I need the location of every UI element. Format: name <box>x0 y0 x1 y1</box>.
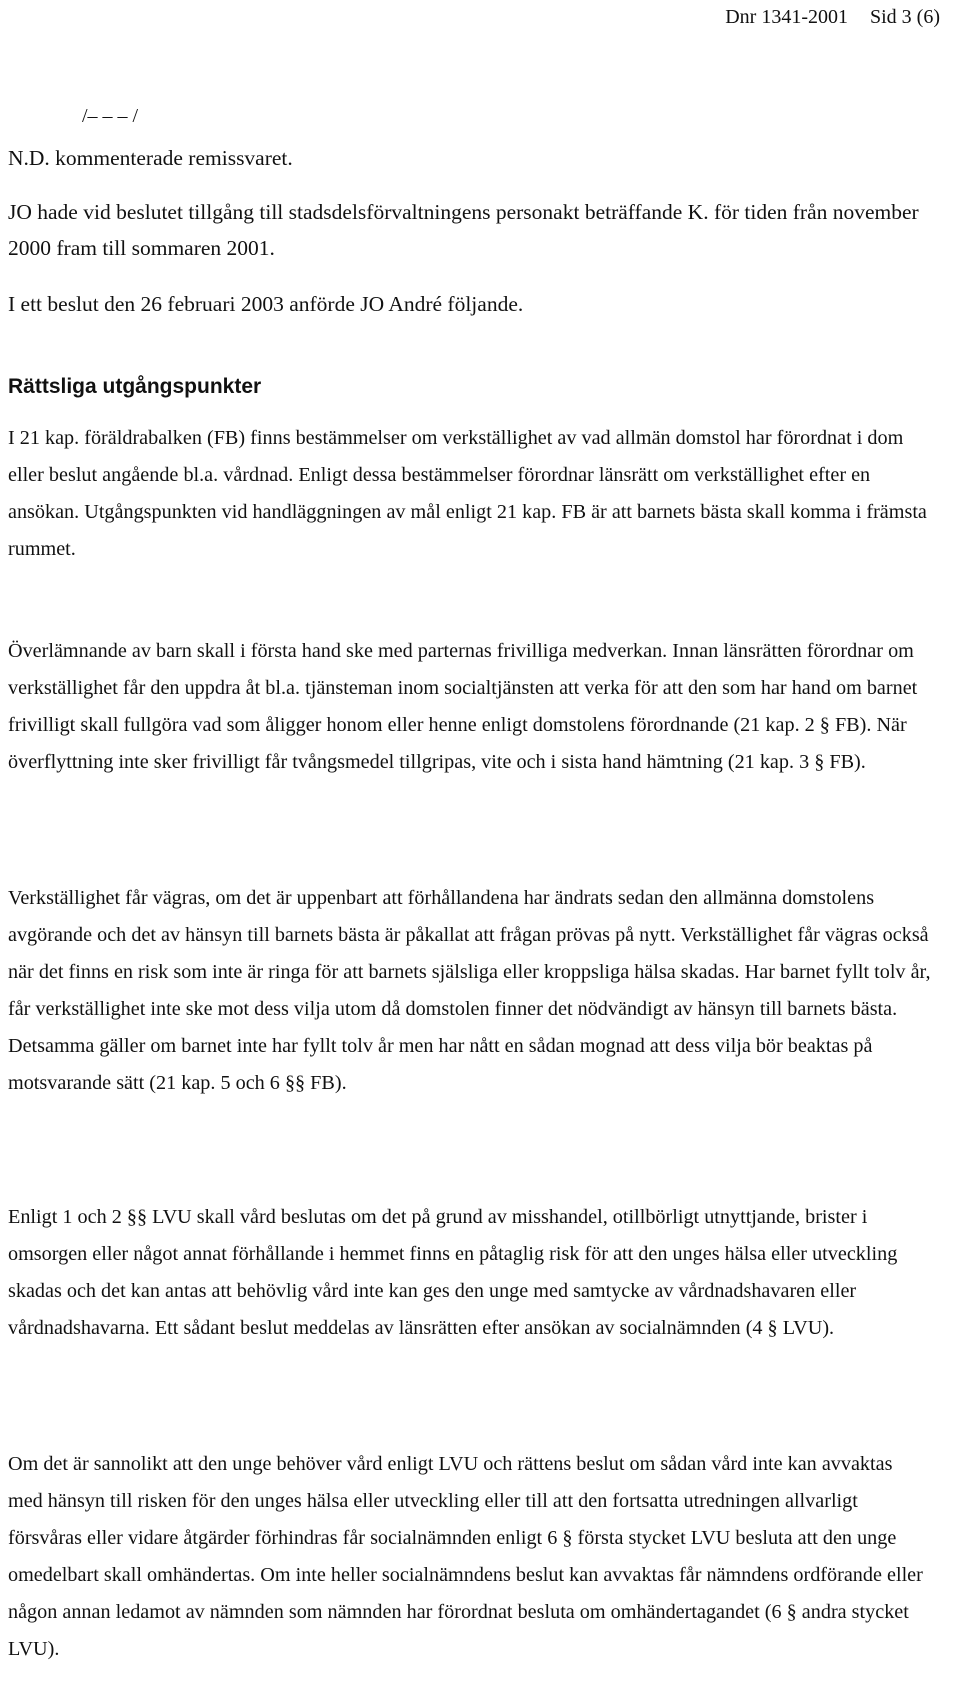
page-header <box>725 5 940 29</box>
case-number: Dnr 1341-2001 <box>725 6 848 28</box>
paragraph-5: Överlämnande av barn skall i första hand ske med parternas frivilliga medverkan. Innan länsrätten förordnar om verkställighet får den uppdra åt bl.a. tjänsteman inom socialtjänsten att verka för att den som har hand om barnet frivilligt skall fullgöra vad som åligger honom eller henne enligt domstolens förordnande (21 kap. 2 § FB). När överflyttning inte sker frivilligt får tvångsmedel tillgripas, vite och i sista hand hämtning (21 kap. 3 § FB). <box>8 640 918 773</box>
page-number: Sid 3 (6) <box>870 6 940 28</box>
paragraph-2: JO hade vid beslutet tillgång till stadsdelsförvaltningens personakt beträffande K. för tiden från november 2000 fram till sommaren 2001. <box>8 200 919 260</box>
paragraph-1: N.D. kommenterade remissvaret. <box>8 146 293 170</box>
paragraph-4: I 21 kap. föräldrabalken (FB) finns bestämmelser om verkställighet av vad allmän domstol har förordnat i dom eller beslut angående bl.a. vårdnad. Enligt dessa bestämmelser förordnar länsrätt om verkställighet efter en ansökan. Utgångspunkten vid handläggningen av mål enligt 21 kap. FB är att barnets bästa skall komma i främsta rummet. <box>8 427 927 560</box>
paragraph-8: Om det är sannolikt att den unge behöver vård enligt LVU och rättens beslut om sådan vård inte kan avvaktas med hänsyn till risken för den unges hälsa eller utveckling eller till att den fortsatta utredningen allvarligt försvåras eller vidare åtgärder förhindras får socialnämnden enligt 6 § första stycket LVU besluta att den unge omedelbart skall omhändertas. Om inte heller socialnämndens beslut kan avvaktas får nämndens ordförande eller någon annan ledamot av nämnden som nämnden har förordnat besluta om omhändertagandet (6 § andra stycket LVU). <box>8 1453 923 1660</box>
paragraph-3: I ett beslut den 26 februari 2003 anförde JO André följande. <box>8 292 524 316</box>
paragraph-7: Enligt 1 och 2 §§ LVU skall vård beslutas om det på grund av misshandel, otillbörligt utnyttjande, brister i omsorgen eller något annat förhållande i hemmet finns en påtaglig risk för att den unges hälsa eller utveckling skadas och det kan antas att behövlig vård inte kan ges den unge med samtycke av vårdnadshavaren eller vårdnadshavarna. Ett sådant beslut meddelas av länsrätten efter ansökan av socialnämnden (4 § LVU). <box>8 1206 898 1339</box>
section-heading: Rättsliga utgångspunkter <box>8 375 262 398</box>
paragraph-6: Verkställighet får vägras, om det är uppenbart att förhållandena har ändrats sedan den allmänna domstolens avgörande och det av hänsyn till barnets bästa är påkallat att frågan prövas på nytt. Verkställighet får vägras också när det finns en risk som inte är ringa för att barnets själsliga eller kroppsliga hälsa skadas. Har barnet fyllt tolv år, får verkställighet inte ske mot dess vilja utom då domstolen finner det nödvändigt av hänsyn till barnets bästa. Detsamma gäller om barnet inte har fyllt tolv år men har nått en sådan mognad att dess vilja bör beaktas på motsvarande sätt (21 kap. 5 och 6 §§ FB). <box>8 887 931 1094</box>
omission-marker: /– – – / <box>82 105 139 127</box>
